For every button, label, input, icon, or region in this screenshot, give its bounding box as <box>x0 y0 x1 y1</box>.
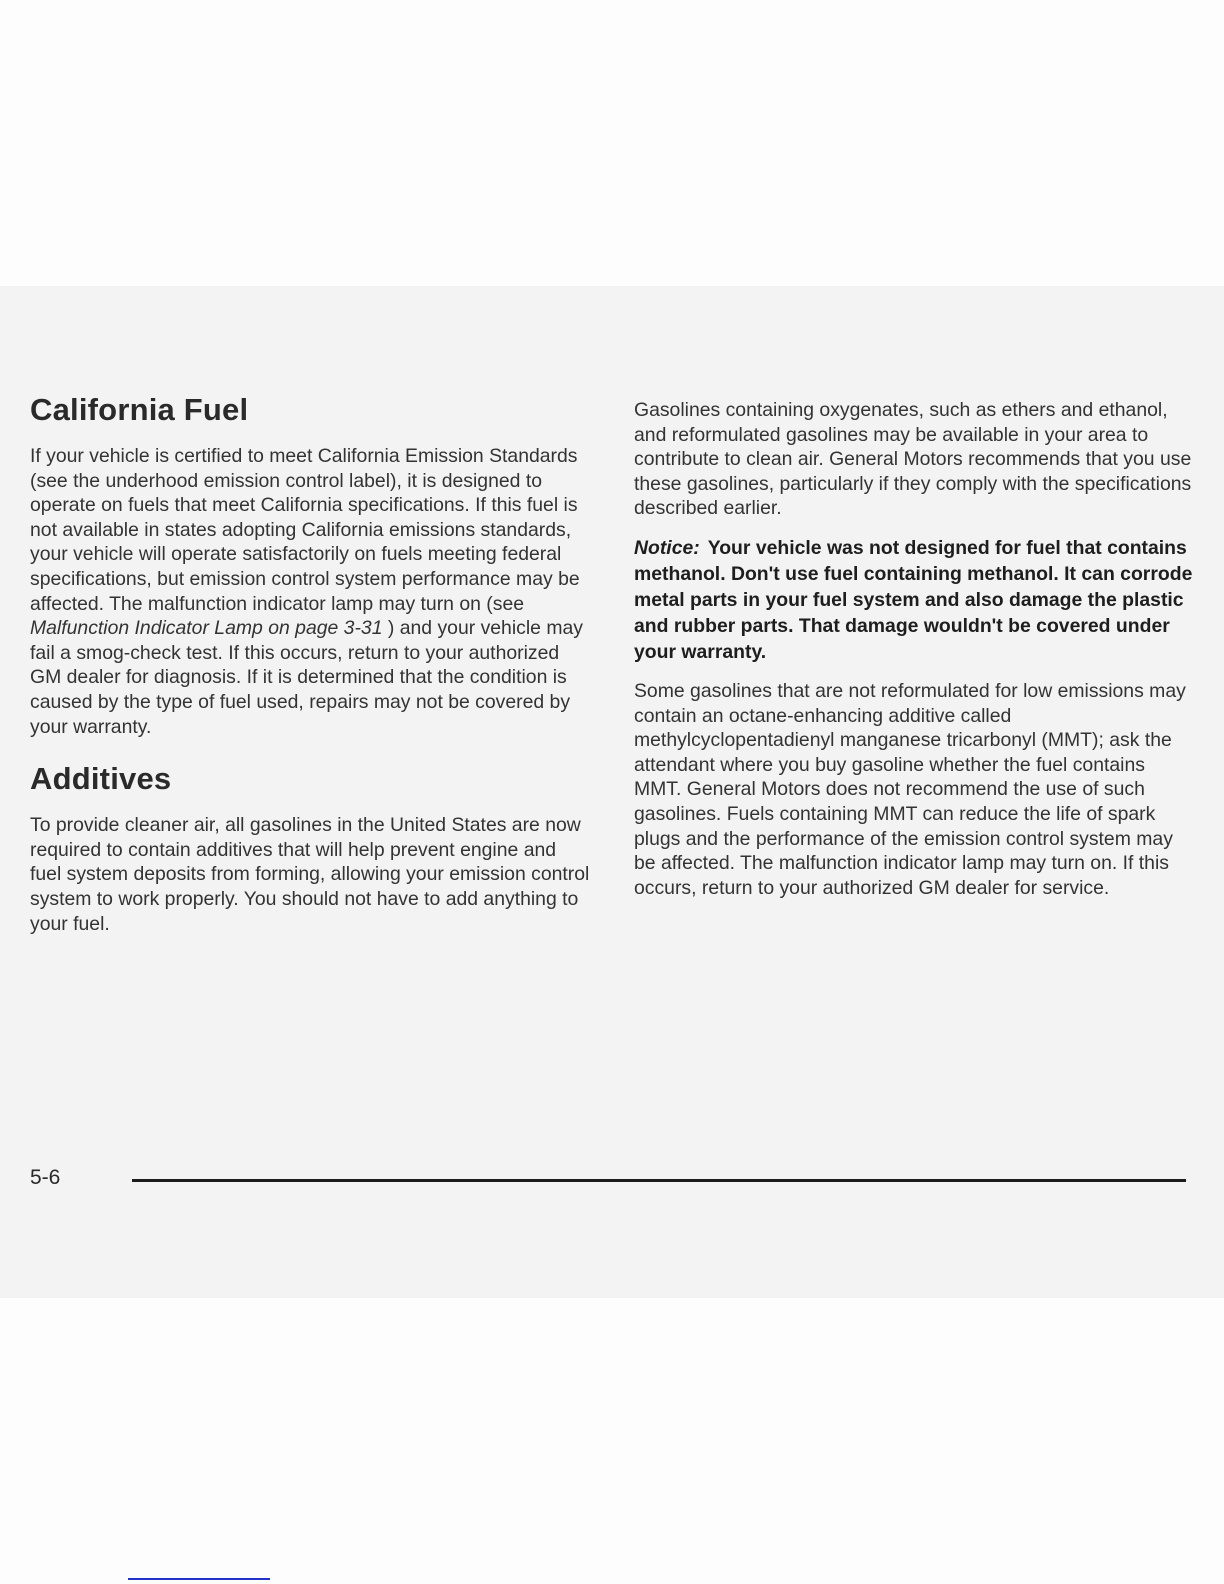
bottom-link-underline <box>128 1578 270 1580</box>
california-fuel-text-end: ) and your vehicle may fail a smog-check test. If this occurs, return to your authorized GM dealer for diagnosis. If it is determined that the condition is caused by the type of fuel used, repairs may not be covered by your warranty. <box>30 617 583 738</box>
california-fuel-heading: California Fuel <box>30 392 249 427</box>
footer-rule <box>132 1179 1186 1182</box>
california-fuel-paragraph <box>30 444 590 739</box>
notice-text: Your vehicle was not designed for fuel that contains methanol. Don't use fuel containing methanol. It can corrode metal parts in your fuel system and also damage the plastic and rubber parts. That damage wouldn't be covered under your warranty. <box>634 536 1193 663</box>
right-column <box>634 398 1194 900</box>
notice-label: Notice: <box>634 536 700 559</box>
oxygenates-paragraph: Gasolines containing oxygenates, such as ethers and ethanol, and reformulated gasolines may be available in your area to contribute to clean air. General Motors recommends that you use these gasolines, particularly if they comply with the specifications described earlier. <box>634 399 1192 520</box>
malfunction-lamp-reference-link[interactable]: Malfunction Indicator Lamp on page 3-31 <box>30 617 383 640</box>
additives-heading: Additives <box>30 761 172 797</box>
california-fuel-text-start: If your vehicle is certified to meet California Emission Standards (see the underhood emission control label), it is designed to operate on fuels that meet California specifications. If this fuel is not available in states adopting California emissions standards, your vehicle will operate satisfactorily on fuels meeting federal specifications, but emission control system performance may be affected. The malfunction indicator lamp may turn on (see <box>30 445 580 615</box>
additives-paragraph: To provide cleaner air, all gasolines in the United States are now required to contain additives that will help prevent engine and fuel system deposits from forming, allowing your emission control system to work properly. You should not have to add anything to your fuel. <box>30 814 590 935</box>
mmt-paragraph: Some gasolines that are not reformulated for low emissions may contain an octane-enhancing additive called methylcyclopentadienyl manganese tricarbonyl (MMT); ask the attendant where you buy gasoline whether the fuel contains MMT. General Motors does not recommend the use of such gasolines. Fuels containing MMT can reduce the life of spark plugs and the performance of the emission control system may be affected. The malfunction indicator lamp may turn on. If this occurs, return to your authorized GM dealer for service. <box>634 679 1186 899</box>
methanol-notice <box>634 535 1194 665</box>
page-number: 5-6 <box>30 1166 61 1189</box>
left-column <box>30 392 590 936</box>
